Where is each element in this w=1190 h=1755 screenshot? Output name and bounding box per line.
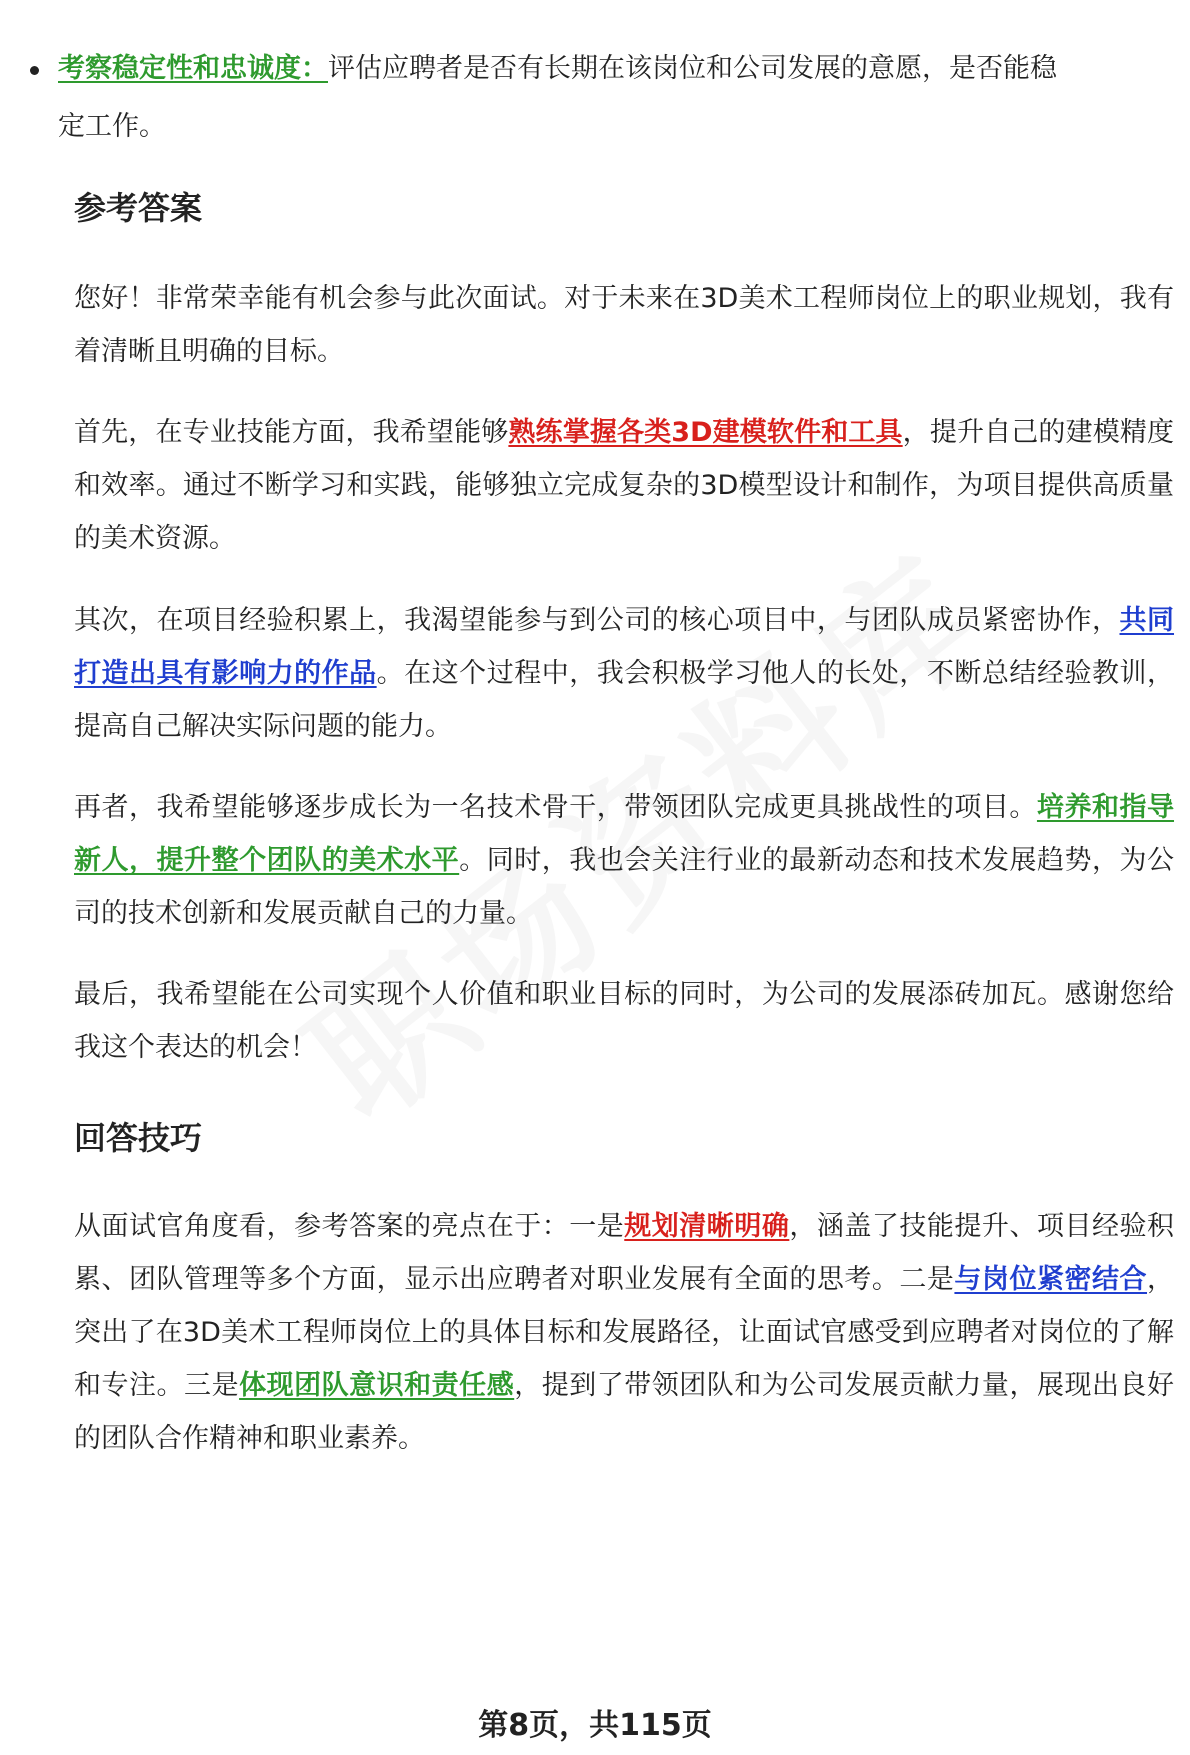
paragraph-skills: [74, 406, 1174, 565]
text-span: 首先，在专业技能方面，我希望能够: [74, 417, 509, 448]
text-span: 从面试官角度看，参考答案的亮点在于：一是: [74, 1211, 625, 1242]
page-footer: 第8页，共115页: [478, 1708, 712, 1743]
text-span: 再者，我希望能够逐步成长为一名技术骨干，带领团队完成更具挑战性的项目。: [74, 792, 1037, 823]
text-span: 其次，在项目经验积累上，我渴望能参与到公司的核心项目中，与团队成员紧密协作，: [74, 605, 1120, 636]
highlight-red: 熟练掌握各类3D建模软件和工具: [508, 417, 903, 448]
highlight-blue: 共同打造出具有影响力的作品: [74, 605, 1175, 689]
text-span: ，突出了在3D美术工程师岗位上的具体目标和发展路径，让面试官感受到应聘者对岗位的了解和专注。三是: [74, 1264, 1175, 1401]
highlight-blue: 与岗位紧密结合: [954, 1264, 1148, 1295]
text-span: ，提到了带领团队和为公司发展贡献力量，展现出良好的团队合作精神和职业素养。: [74, 1370, 1175, 1454]
paragraph-closing: 最后，我希望能在公司实现个人价值和职业目标的同时，为公司的发展添砖加瓦。感谢您给我这个表达的机会！: [74, 979, 1174, 1063]
highlight-green: 体现团队意识和责任感: [239, 1370, 515, 1401]
list-item: [30, 40, 1070, 156]
section-heading-answer-tips: 回答技巧: [74, 1119, 203, 1157]
bullet-icon: [30, 66, 39, 75]
text-span: 。在这个过程中，我会积极学习他人的长处，不断总结经验教训，提高自己解决实际问题的能力。: [74, 658, 1174, 742]
text-span: ，涵盖了技能提升、项目经验积累、团队管理等多个方面，显示出应聘者对职业发展有全面的思考。二是: [74, 1211, 1175, 1295]
section-heading-reference-answer: 参考答案: [74, 189, 203, 227]
paragraph-growth: [74, 781, 1174, 940]
paragraph-projects: [74, 594, 1174, 753]
paragraph-tips: [74, 1200, 1174, 1465]
paragraph-intro: 您好！非常荣幸能有机会参与此次面试。对于未来在3D美术工程师岗位上的职业规划，我有着清晰且明确的目标。: [74, 283, 1174, 367]
highlight-label: 考察稳定性和忠诚度：: [58, 53, 328, 84]
text-span: ，提升自己的建模精度和效率。通过不断学习和实践，能够独立完成复杂的3D模型设计和制作，为项目提供高质量的美术资源。: [74, 417, 1175, 554]
text-span: 。同时，我也会关注行业的最新动态和技术发展趋势，为公司的技术创新和发展贡献自己的力量。: [74, 845, 1175, 929]
highlight-green: 培养和指导新人，提升整个团队的美术水平: [74, 792, 1175, 876]
highlight-red: 规划清晰明确: [624, 1211, 790, 1242]
bullet-list: [30, 40, 1070, 156]
bullet-text: 评估应聘者是否有长期在该岗位和公司发展的意愿，是否能稳定工作。: [58, 53, 1057, 142]
